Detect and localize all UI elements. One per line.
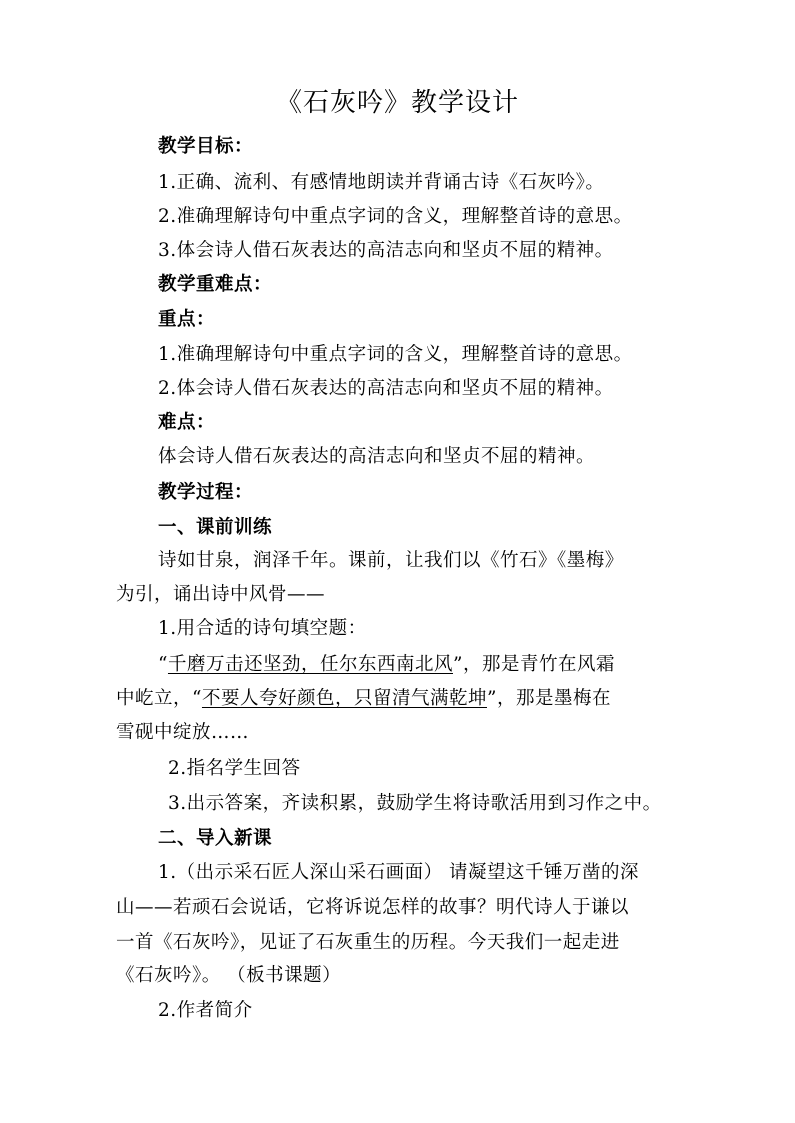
objective-item-2: 2.准确理解诗句中重点字词的含义，理解整首诗的意思。	[158, 206, 633, 227]
section2-step2: 2.作者简介	[158, 1000, 253, 1021]
focus-item-2: 2.体会诗人借石灰表达的高洁志向和坚贞不屈的精神。	[158, 378, 614, 399]
section2-para1-line3: 一首《石灰吟》，见证了石灰重生的历程。今天我们一起走进	[116, 932, 620, 953]
objective-item-3: 3.体会诗人借石灰表达的高洁志向和坚贞不屈的精神。	[158, 240, 614, 261]
section1-heading: 一、课前训练	[158, 517, 273, 538]
answer-underline-1: 千磨万击还坚劲，任尔东西南北风	[167, 654, 453, 675]
focus-item-1: 1.准确理解诗句中重点字词的含义，理解整首诗的意思。	[158, 344, 633, 365]
section2-para1-line2: 山——若顽石会说话，它将诉说怎样的故事？明代诗人于谦以	[116, 897, 630, 918]
objectives-heading: 教学目标：	[158, 136, 254, 157]
objective-item-1: 1.正确、流利、有感情地朗读并背诵古诗《石灰吟》。	[158, 172, 605, 193]
section1-intro-line1: 诗如甘泉，润泽千年。课前，让我们以《竹石》《墨梅》	[158, 550, 624, 571]
quote-open: “	[158, 654, 168, 675]
section2-para1-line4: 《石灰吟》。 （板书课题）	[116, 965, 342, 986]
focus-heading: 重点：	[158, 309, 216, 330]
key-points-heading: 教学重难点：	[158, 274, 273, 295]
section1-step2: 2.指名学生回答	[168, 758, 301, 779]
section1-step1: 1.用合适的诗句填空题：	[158, 618, 367, 639]
fill-blank-line1-tail: ”，那是青竹在风霜	[452, 654, 615, 675]
process-heading: 教学过程：	[158, 482, 254, 503]
difficulty-text: 体会诗人借石灰表达的高洁志向和坚贞不屈的精神。	[158, 446, 596, 467]
section2-heading: 二、导入新课	[158, 828, 273, 849]
difficulty-heading: 难点：	[158, 412, 216, 433]
document-title: 《石灰吟》教学设计	[275, 88, 519, 118]
fill-blank-line2-tail: ”，那是墨梅在	[486, 688, 611, 709]
section1-step3: 3.出示答案，齐读积累，鼓励学生将诗歌活用到习作之中。	[168, 793, 662, 814]
section1-intro-line2: 为引，诵出诗中风骨——	[116, 584, 326, 605]
fill-blank-line2-prefix: 中屹立，“	[116, 688, 202, 709]
fill-blank-line3: 雪砚中绽放……	[116, 722, 250, 743]
section2-para1-line1: 1.（出示采石匠人深山采石画面） 请凝望这千锤万凿的深	[158, 862, 640, 883]
fill-blank-line2	[116, 686, 611, 712]
answer-underline-2: 不要人夸好颜色，只留清气满乾坤	[201, 688, 487, 709]
fill-blank-line1	[158, 652, 615, 678]
